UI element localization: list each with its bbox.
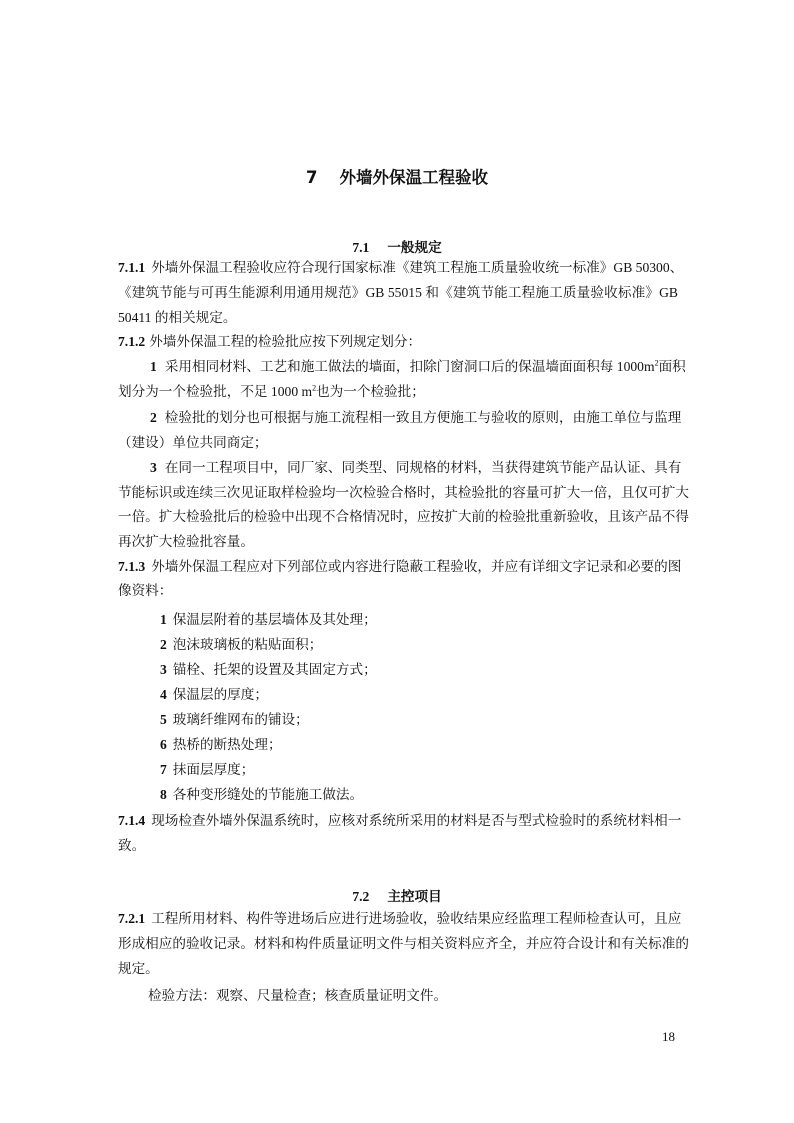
- clause-7-1-2-item-1-line: 划分为一个检验批，不足 1000 $m^2$也为一个检验批；: [118, 383, 425, 399]
- clause-7-2-1-line: 形成相应的验收记录。材料和构件质量证明文件与相关资料应齐全，并应符合设计和有关标准的: [118, 936, 689, 951]
- clause-7-1-2-item-3-line: 节能标识或连续三次见证取样检验均一次检验合格时，其检验批的容量可扩大一倍，且仅可扩大: [118, 485, 689, 500]
- clause-7-1-2-item-3-line: 再次扩大检验批容量。: [118, 534, 254, 549]
- clause-7-1-1-line: 50411 的相关规定。: [118, 310, 237, 325]
- clause-7-1-2: 7.1.2 外墙外保温工程的检验批应按下列规定划分：: [118, 334, 422, 349]
- clause-7-1-1-line: 《建筑节能与可再生能源利用通用规范》GB 55015 和《建筑节能工程施工质量验收标准》GB: [118, 285, 678, 300]
- page-number: 18: [662, 1029, 675, 1044]
- clause-7-1-2-item-1: 1 采用相同材料、工艺和施工做法的墙面，扣除门窗洞口后的保温墙面面积每 $1000m^2$面积: [150, 358, 686, 374]
- clause-7-1-2-item-3-line: 一倍。扩大检验批后的检验中出现不合格情况时，应按扩大前的检验批重新验收，且该产品不得: [118, 509, 689, 524]
- list-item: 8 各种变形缝处的节能施工做法。: [160, 787, 364, 802]
- clause-7-2-1: 7.2.1 工程所用材料、构件等进场后应进行进场验收，验收结果应经监理工程师检查认可，且应: [118, 911, 682, 926]
- clause-7-1-1: 7.1.1 外墙外保温工程验收应符合现行国家标准《建筑工程施工质量验收统一标准》GB 50300、: [118, 260, 684, 275]
- chapter-title: 7 外墙外保温工程验收: [306, 168, 488, 187]
- list-item: 4 保温层的厚度；: [160, 687, 268, 702]
- list-item: 5 玻璃纤维网布的铺设；: [160, 712, 309, 727]
- list-item: 1 保温层附着的基层墙体及其处理；: [160, 612, 377, 627]
- section-heading-7-2: 7.2 主控项目: [352, 889, 442, 905]
- clause-7-1-2-item-2: 2 检验批的划分也可根据与施工流程相一致且方便施工与验收的原则，由施工单位与监理: [150, 410, 682, 425]
- clause-7-1-3: 7.1.3 外墙外保温工程应对下列部位或内容进行隐蔽工程验收，并应有详细文字记录和必要的图: [118, 559, 682, 574]
- clause-7-1-2-item-2-line: （建设）单位共同商定；: [118, 435, 268, 450]
- list-item: 6 热桥的断热处理；: [160, 737, 282, 752]
- clause-7-2-1-line: 规定。: [118, 961, 159, 976]
- clause-7-1-2-item-3: 3 在同一工程项目中，同厂家、同类型、同规格的材料，当获得建筑节能产品认证、具有: [150, 460, 682, 475]
- list-item: 2 泡沫玻璃板的粘贴面积；: [160, 637, 323, 652]
- inspection-method: 检验方法：观察、尺量检查；核查质量证明文件。: [148, 988, 448, 1003]
- list-item: 7 抹面层厚度；: [160, 762, 255, 777]
- section-heading-7-1: 7.1 一般规定: [352, 240, 442, 256]
- clause-7-1-4: 7.1.4 现场检查外墙外保温系统时，应核对系统所采用的材料是否与型式检验时的系统材料相一: [118, 813, 682, 828]
- clause-7-1-4-line: 致。: [118, 838, 146, 853]
- list-item: 3 锚栓、托架的设置及其固定方式；: [160, 662, 377, 677]
- clause-7-1-3-line: 像资料：: [118, 583, 173, 598]
